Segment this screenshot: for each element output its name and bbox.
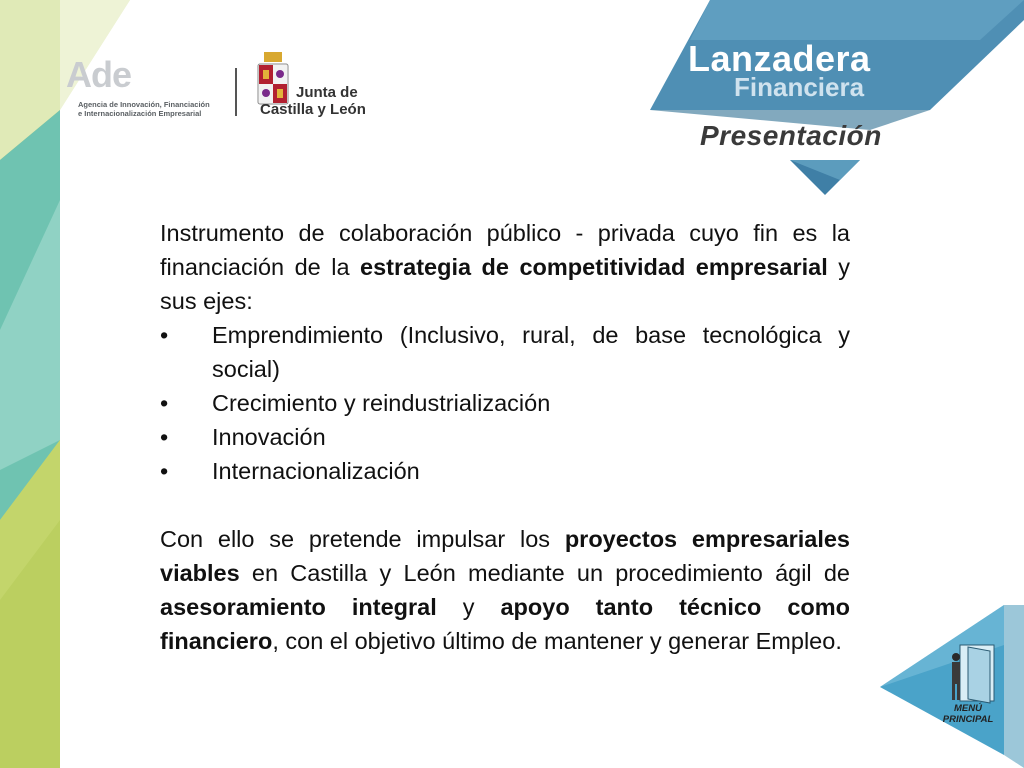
ade-logo: Ade	[66, 54, 132, 95]
logo-divider	[235, 68, 237, 116]
jcyl-line2: Castilla y León	[260, 101, 366, 118]
list-item	[160, 454, 850, 488]
menu-label-line1: MENÚ	[954, 703, 982, 714]
closing-bold-2: asesoramiento integral	[160, 594, 437, 620]
closing-text-1: Con ello se pretende impulsar los	[160, 526, 565, 552]
list-item-text: Emprendimiento (Inclusivo, rural, de base tecnológica y social)	[212, 322, 850, 382]
closing-text-4: , con el objetivo último de mantener y generar Empleo.	[272, 628, 842, 654]
closing-text-2: en Castilla y León mediante un procedimiento ágil de	[239, 560, 850, 586]
paragraph-spacer	[160, 488, 850, 522]
banner-subtitle: Financiera	[734, 72, 865, 102]
list-item	[160, 318, 850, 386]
intro-bold-1: estrategia de competitividad empresarial	[360, 254, 828, 280]
intro-text-1: Instrumento de colaboración público - privada cuyo fin es la financiación de la	[160, 220, 850, 280]
closing-text-3: y	[436, 594, 501, 620]
main-content	[160, 216, 850, 658]
closing-bold-3: apoyo tanto técnico como financiero	[160, 594, 850, 654]
menu-label-line2: PRINCIPAL	[942, 714, 994, 725]
jcyl-logo-text	[260, 84, 366, 118]
list-item-text: Crecimiento y reindustrialización	[212, 390, 551, 416]
jcyl-line1: Junta de	[296, 84, 358, 101]
bullet-icon: •	[160, 458, 169, 484]
intro-text-2: y sus ejes:	[160, 254, 850, 314]
bullet-icon: •	[160, 322, 169, 348]
menu-principal-label[interactable]	[938, 703, 998, 725]
axes-list	[160, 318, 850, 488]
ade-logo-subtitle	[78, 100, 238, 118]
menu-principal-button[interactable]	[880, 605, 1024, 768]
closing-bold-1: proyectos empresariales viables	[160, 526, 850, 586]
list-item-text: Innovación	[212, 424, 326, 450]
bullet-icon: •	[160, 390, 169, 416]
closing-paragraph	[160, 522, 850, 658]
section-title: Presentación	[700, 120, 882, 151]
ade-subtitle-line2: e Internacionalización Empresarial	[78, 109, 202, 118]
ade-subtitle-line1: Agencia de Innovación, Financiación	[78, 100, 210, 109]
list-item	[160, 420, 850, 454]
intro-paragraph	[160, 216, 850, 318]
list-item-text: Internacionalización	[212, 458, 420, 484]
logos-header	[60, 50, 380, 130]
banner-title: Lanzadera	[688, 38, 871, 79]
list-item	[160, 386, 850, 420]
bullet-icon: •	[160, 424, 169, 450]
